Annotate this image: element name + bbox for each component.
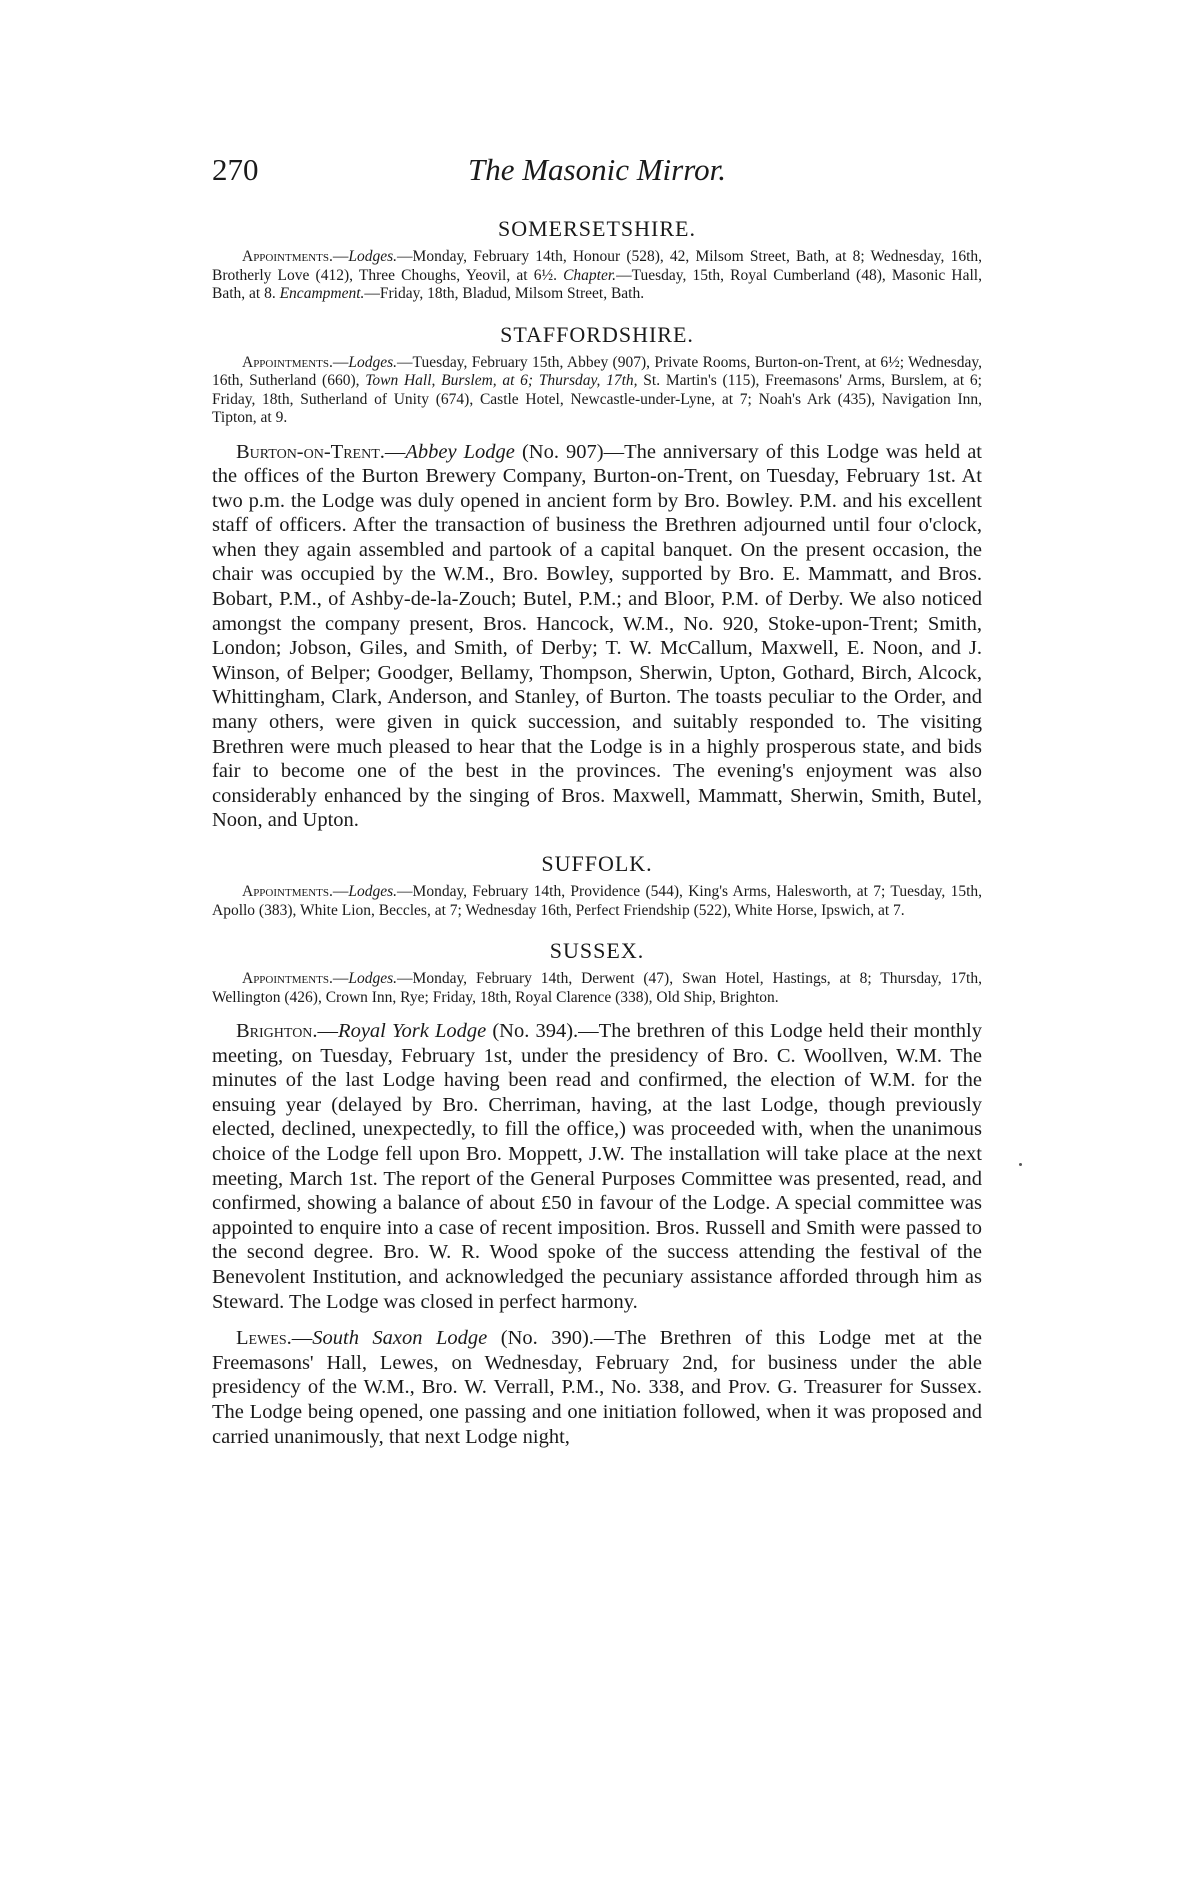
section-heading: SUFFOLK. [541,851,653,876]
report-place: Burton-on-Trent. [236,440,385,463]
appointments-text: —Lodges.—Monday, February 14th, Honour (528), 42, Milsom Street, Bath, at 8; Wednesday, 16th, Brotherly Love (412), Three Choughs, Yeovil, at 6½. Chapter.—Tuesday, 15th, Royal Cumberland (48), Masonic Hall, Bath, at 8. Encampment.—Friday, 18th, Bladud, Milsom Street, Bath. [212,248,982,302]
report-place: Lewes. [236,1327,292,1350]
report-place: Brighton. [236,1020,318,1042]
appointments-text: —Lodges.—Monday, February 14th, Providence (544), King's Arms, Halesworth, at 7; Tuesday, 15th, Apollo (383), White Lion, Beccles, at 7; Wednesday 16th, Perfect Friendship (522), White Horse, Ipswich, at 7. [212,883,982,919]
article-body [212,216,982,1449]
lodge-report [212,1326,982,1449]
section-heading: SUSSEX. [549,938,645,963]
appointments-paragraph [212,248,982,304]
running-title: The Masonic Mirror. [467,152,727,187]
page [212,152,982,1449]
appointments-paragraph [212,970,982,1007]
lodge-report [212,440,982,834]
lodge-report [212,1019,982,1314]
section-heading: SOMERSETSHIRE. [498,216,696,241]
appointments-label: Appointments. [242,883,333,900]
appointments-label: Appointments. [242,353,333,371]
county-section [212,851,982,920]
report-text: —Royal York Lodge (No. 394).—The brethren of this Lodge held their monthly meeting, on Tuesday, February 1st, under the presidency of Bro. C. Woollven, W.M. The minutes of the last Lodge having been read and confirmed, the election of W.M. for the ensuing year (delayed by Bro. Cherriman, having, at the last Lodge, though previously elected, declined, unexpectedly, to fill the office,) was proceeded with, when the unanimous choice of the Lodge fell upon Bro. Moppett, J.W. The installation will take place at the next meeting, March 1st. The report of the General Purposes Committee was presented, read, and confirmed, showing a balance of about £50 in favour of the Lodge. A special committee was appointed to enquire into a case of recent imposition. Bros. Russell and Smith were passed to the second degree. Bro. W. R. Wood spoke of the success attending the festival of the Benevolent Institution, and acknowledged the pecuniary assistance afforded through him as Steward. The Lodge was closed in perfect harmony. [212,1020,982,1313]
county-section [212,216,982,304]
county-section [212,322,982,834]
report-text: —South Saxon Lodge (No. 390).—The Brethren of this Lodge met at the Freemasons' Hall, Lewes, on Wednesday, February 2nd, for business under the able presidency of the W.M., Bro. W. Verrall, P.M., No. 338, and Prov. G. Treasurer for Sussex. The Lodge being opened, one passing and one initiation followed, when it was proposed and carried unanimously, that next Lodge night, [212,1327,982,1448]
report-text: —Abbey Lodge (No. 907)—The anniversary of this Lodge was held at the offices of the Burton Brewery Company, Burton-on-Trent, on Tuesday, February 1st. At two p.m. the Lodge was duly opened in ancient form by Bro. Bowley. P.M. and his excellent staff of officers. After the transaction of business the Brethren adjourned until four o'clock, when they again assembled and partook of a capital banquet. On the present occasion, the chair was occupied by the W.M., Bro. Bowley, supported by Bro. E. Mammatt, and Bros. Bobart, P.M., of Ashby-de-la-Zouch; Butel, P.M.; and Bloor, P.M. of Derby. We also noticed amongst the company present, Bros. Hancock, W.M., No. 920, Stoke-upon-Trent; Smith, London; Jobson, Giles, and Smith, of Derby; T. W. McCallum, Maxwell, E. Noon, and J. Winson, of Belper; Goodger, Bellamy, Thompson, Sherwin, Upton, Gothard, Birch, Alcock, Whittingham, Clark, Anderson, and Stanley, of Burton. The toasts peculiar to the Order, and many others, were given in quick succession, and suitably responded to. The visiting Brethren were much pleased to hear that the Lodge is in a highly prosperous state, and bids fair to become one of the best in the provinces. The evening's enjoyment was also considerably enhanced by the singing of Bros. Maxwell, Mammatt, Sherwin, Smith, Butel, Noon, and Upton. [212,440,982,832]
appointments-text: —Lodges.—Tuesday, February 15th, Abbey (907), Private Rooms, Burton-on-Trent, at 6½; Wednesday, 16th, Sutherland (660), Town Hall, Burslem, at 6; Thursday, 17th, St. Martin's (115), Freemasons' Arms, Burslem, at 6; Friday, 18th, Sutherland of Unity (674), Castle Hotel, Newcastle-under-Lyne, at 7; Noah's Ark (435), Navigation Inn, Tipton, at 9. [212,353,982,426]
section-heading: STAFFORDSHIRE. [500,321,694,347]
appointments-paragraph [212,883,982,920]
appointments-text: —Lodges.—Monday, February 14th, Derwent (47), Swan Hotel, Hastings, at 8; Thursday, 17th, Wellington (426), Crown Inn, Rye; Friday, 18th, Royal Clarence (338), Old Ship, Brighton. [212,970,982,1006]
county-section [212,938,982,1449]
appointments-paragraph [212,354,982,428]
page-header [212,152,982,198]
page-number: 270 [212,152,259,187]
margin-mark [1019,1163,1022,1166]
appointments-label: Appointments. [242,970,333,987]
appointments-label: Appointments. [242,248,333,265]
